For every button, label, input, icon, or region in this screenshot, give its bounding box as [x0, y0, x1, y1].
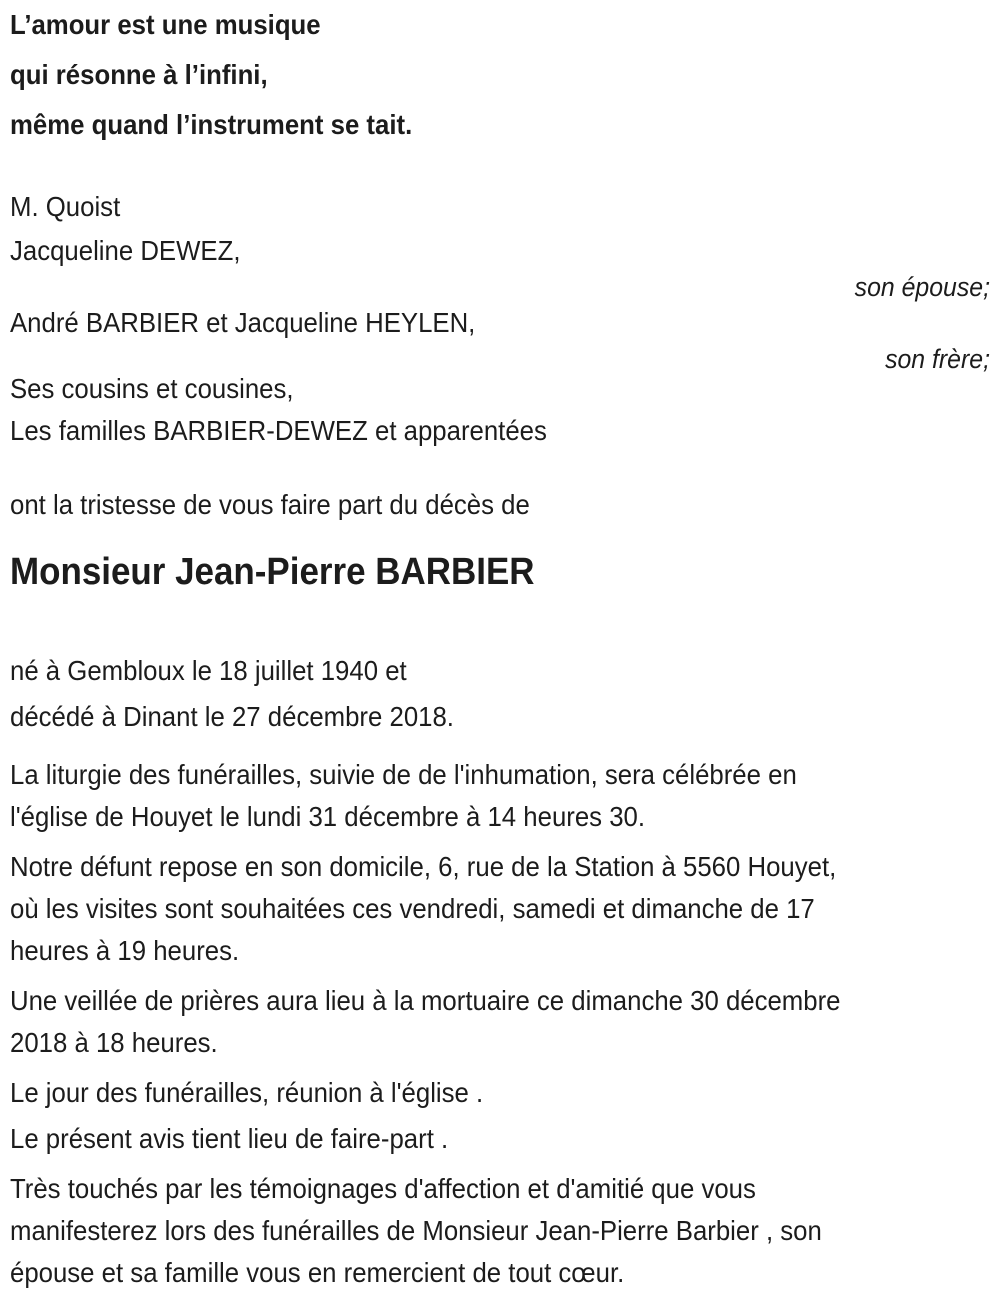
family-entry-cousins [10, 368, 990, 410]
paragraph-vigil-line-2 [10, 1022, 990, 1064]
paragraph-vigil-line-2-text: 2018 à 18 heures. [10, 1027, 218, 1058]
paragraph-thanks-line-3-text: épouse et sa famille vous en remercient de tout cœur. [10, 1257, 625, 1288]
paragraph-repose-line-3-text: heures à 19 heures. [10, 935, 240, 966]
paragraph-notice [10, 1118, 990, 1160]
paragraph-thanks-line-1-text: Très touchés par les témoignages d'affection et d'amitié que vous [10, 1173, 756, 1204]
family-entry-spouse-relation [10, 272, 990, 302]
family-entry-families [10, 410, 990, 452]
paragraph-notice-line-1 [10, 1118, 990, 1160]
life-dates [10, 650, 990, 738]
paragraph-thanks-line-1 [10, 1168, 990, 1210]
announcement-intro [10, 484, 990, 526]
family-entry-brother-name-text: André BARBIER et Jacqueline HEYLEN, [10, 307, 476, 338]
paragraph-ceremony-line-1 [10, 754, 990, 796]
death-line-text: décédé à Dinant le 27 décembre 2018. [10, 701, 454, 732]
family-entry-brother-relation-text: son frère; [885, 344, 990, 374]
quote-line-2-text: qui résonne à l’infini, [10, 59, 268, 90]
obituary-notice [10, 0, 990, 1294]
deceased-name-heading [10, 544, 990, 600]
paragraph-ceremony-line-2-text: l'église de Houyet le lundi 31 décembre à 14 heures 30. [10, 801, 646, 832]
paragraph-vigil-line-1 [10, 980, 990, 1022]
paragraph-repose-line-2 [10, 888, 990, 930]
family-entry-families-text: Les familles BARBIER-DEWEZ et apparentées [10, 415, 547, 446]
quote-line-1 [10, 0, 990, 50]
paragraph-repose [10, 846, 990, 972]
family-entry-spouse-name-text: Jacqueline DEWEZ, [10, 235, 241, 266]
family-entry-cousins-text: Ses cousins et cousines, [10, 373, 294, 404]
paragraph-repose-line-3 [10, 930, 990, 972]
announcement-intro-text: ont la tristesse de vous faire part du décès de [10, 489, 530, 520]
quote-line-3-text: même quand l’instrument se tait. [10, 109, 413, 140]
paragraph-thanks-line-2-text: manifesterez lors des funérailles de Monsieur Jean-Pierre Barbier , son [10, 1215, 822, 1246]
paragraph-meeting-line-1-text: Le jour des funérailles, réunion à l'église . [10, 1077, 484, 1108]
birth-line-text: né à Gembloux le 18 juillet 1940 et [10, 655, 407, 686]
paragraph-vigil-line-1-text: Une veillée de prières aura lieu à la mortuaire ce dimanche 30 décembre [10, 985, 841, 1016]
paragraph-meeting-line-1 [10, 1072, 990, 1114]
paragraph-repose-line-2-text: où les visites sont souhaitées ces vendredi, samedi et dimanche de 17 [10, 893, 815, 924]
deceased-name-text: Monsieur Jean-Pierre BARBIER [10, 551, 535, 593]
quote-author [10, 186, 990, 228]
epitaph-quote [10, 0, 990, 228]
quote-author-text: M. Quoist [10, 191, 121, 222]
family-entry-spouse-name [10, 230, 990, 272]
paragraph-notice-line-1-text: Le présent avis tient lieu de faire-part . [10, 1123, 449, 1154]
family-entry-brother-name [10, 302, 990, 344]
paragraph-thanks-line-3 [10, 1252, 990, 1294]
paragraph-repose-line-1-text: Notre défunt repose en son domicile, 6, rue de la Station à 5560 Houyet, [10, 851, 837, 882]
family-list [10, 230, 990, 452]
paragraph-repose-line-1 [10, 846, 990, 888]
paragraph-thanks [10, 1168, 990, 1294]
paragraph-meeting [10, 1072, 990, 1114]
paragraph-ceremony-line-1-text: La liturgie des funérailles, suivie de de l'inhumation, sera célébrée en [10, 759, 797, 790]
quote-line-3 [10, 100, 990, 150]
death-line [10, 696, 990, 738]
birth-line [10, 650, 990, 692]
paragraph-thanks-line-2 [10, 1210, 990, 1252]
paragraph-ceremony-line-2 [10, 796, 990, 838]
funeral-details [10, 754, 990, 1294]
family-entry-spouse-relation-text: son épouse; [854, 272, 990, 302]
paragraph-vigil [10, 980, 990, 1064]
quote-line-1-text: L’amour est une musique [10, 9, 321, 40]
paragraph-ceremony [10, 754, 990, 838]
quote-line-2 [10, 50, 990, 100]
